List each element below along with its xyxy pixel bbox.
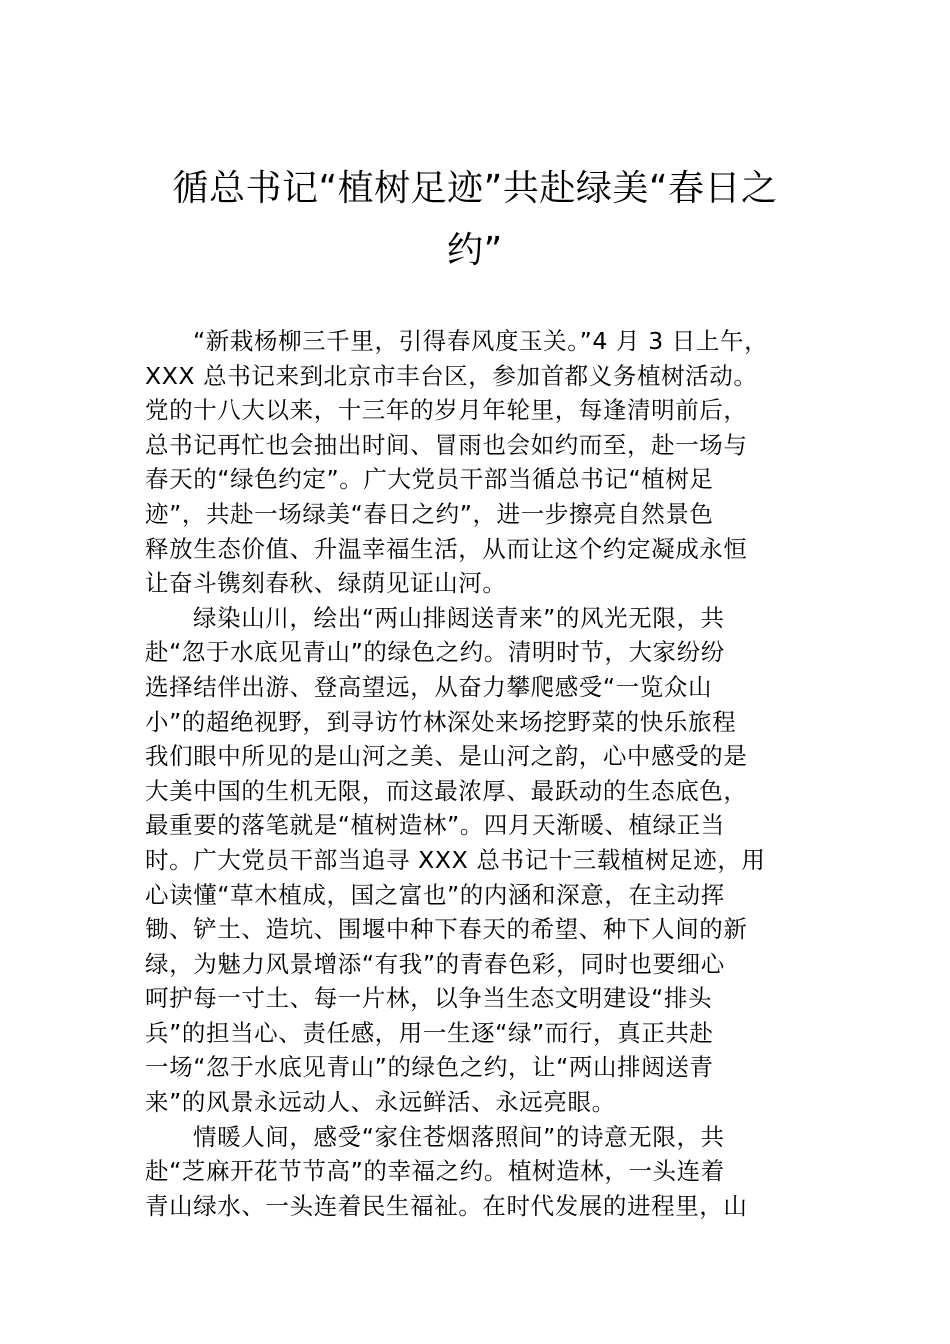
paragraph-line: 绿，为魅力风景增添“有我”的青春色彩，同时也要细心: [145, 949, 725, 978]
paragraph-line: 情暖人间，感受“家住苍烟落照间”的诗意无限，共: [193, 1122, 725, 1151]
paragraph-line: 呵护每一寸土、每一片林，以争当生态文明建设“排头: [145, 984, 713, 1013]
paragraph-line: 总书记再忙也会抽出时间、冒雨也会如约而至，赴一场与: [145, 430, 748, 459]
paragraph-line: 选择结伴出游、登高望远，从奋力攀爬感受“一览众山: [145, 672, 713, 701]
paragraph-line: 绿染山川，绘出“两山排闼送青来”的风光无限，共: [193, 603, 725, 632]
paragraph-3: [145, 1120, 815, 1224]
paragraph-line: 释放生态价值、升温幸福生活，从而让这个约定凝成永恒: [145, 534, 748, 563]
paragraph-line: 心读懂“草木植成，国之富也”的内涵和深意，在主动挥: [145, 880, 725, 909]
paragraph-line: 一场“忽于水底见青山”的绿色之约，让“两山排闼送青: [145, 1053, 714, 1082]
paragraph-line: 党的十八大以来，十三年的岁月年轮里，每逢清明前后，: [145, 396, 748, 425]
paragraph-line: 小”的超绝视野，到寻访竹林深处来场挖野菜的快乐旅程: [145, 707, 737, 736]
paragraph-line: 大美中国的生机无限，而这最浓厚、最跃动的生态底色，: [145, 776, 748, 805]
title-line: 约”: [447, 230, 503, 271]
paragraph-line: 春天的“绿色约定”。广大党员干部当循总书记“植树足: [145, 465, 714, 494]
paragraph-line: 兵”的担当心、责任感，用一生逐“绿”而行，真正共赴: [145, 1018, 714, 1047]
paragraph-line: XXX 总书记来到北京市丰台区，参加首都义务植树活动。: [145, 361, 758, 390]
paragraph-line: 我们眼中所见的是山河之美、是山河之韵，心中感受的是: [145, 742, 748, 771]
paragraph-1: [145, 324, 815, 601]
title-line: 循总书记“植树足迹”共赴绿美“春日之: [172, 168, 778, 209]
paragraph-line: 青山绿水、一头连着民生福祉。在时代发展的进程里，山: [145, 1191, 748, 1220]
paragraph-line: 赴“芝麻开花节节高”的幸福之约。植树造林，一头连着: [145, 1157, 725, 1186]
document-title: [140, 158, 810, 282]
paragraph-line: 来”的风景永远动人、永远鲜活、永远亮眼。: [145, 1088, 616, 1117]
paragraph-line: 最重要的落笔就是“植树造林”。四月天渐暖、植绿正当: [145, 811, 725, 840]
paragraph-line: “新栽杨柳三千里，引得春风度玉关。”4 月 3 日上午，: [193, 327, 769, 355]
document-body: [145, 324, 815, 1223]
paragraph-line: 赴“忽于水底见青山”的绿色之约。清明时节，大家纷纷: [145, 638, 725, 667]
paragraph-line: 时。广大党员干部当追寻 XXX 总书记十三载植树足迹，用: [145, 845, 766, 874]
paragraph-line: 让奋斗镌刻春秋、绿荫见证山河。: [145, 569, 507, 598]
paragraph-2: [145, 601, 815, 1120]
paragraph-line: 迹”，共赴一场绿美“春日之约”，进一步擦亮自然景色: [145, 499, 714, 528]
paragraph-line: 锄、铲土、造坑、围堰中种下春天的希望、种下人间的新: [145, 915, 748, 944]
